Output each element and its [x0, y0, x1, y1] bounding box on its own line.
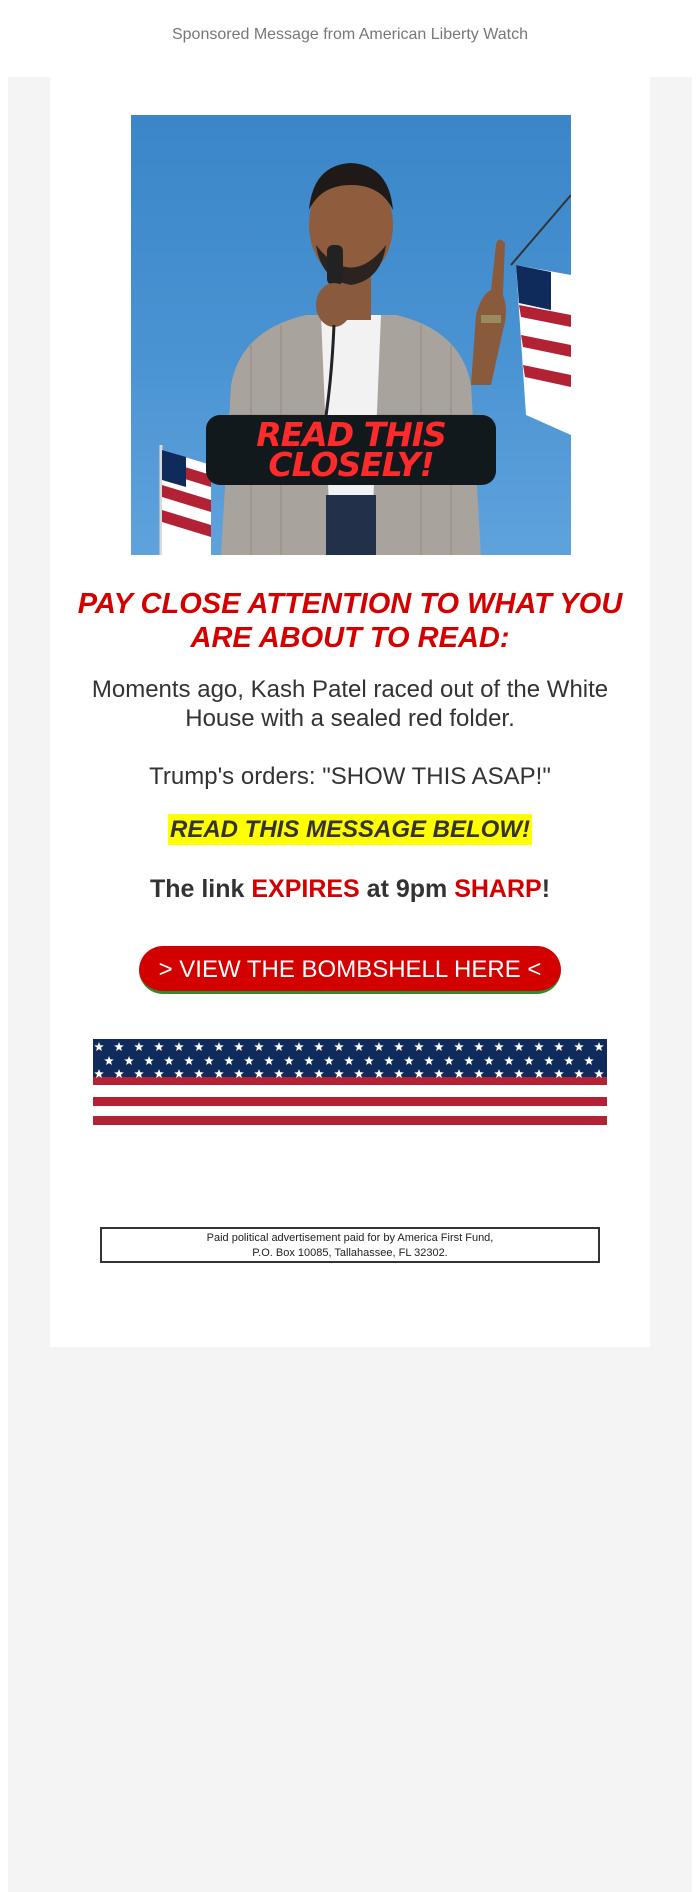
- hero-overlay-text: [206, 415, 496, 485]
- expiry-part4: SHARP: [454, 875, 542, 903]
- view-bombshell-button[interactable]: > VIEW THE BOMBSHELL HERE <: [139, 946, 561, 994]
- flag-banner: [93, 1039, 607, 1127]
- disclaimer-box: [100, 1227, 600, 1263]
- disclaimer-line1: Paid political advertisement paid for by America First Fund,: [206, 1232, 494, 1244]
- email-outer-background: [8, 77, 692, 1892]
- hero-overlay-line2: CLOSELY!: [268, 445, 434, 484]
- disclaimer-line2: P.O. Box 10085, Tallahassee, FL 32302.: [252, 1247, 448, 1259]
- highlight-wrap: [50, 816, 650, 844]
- hero-overlay-line1: READ THIS: [256, 415, 446, 454]
- expiry-part1: The link: [149, 875, 252, 903]
- email-card: [50, 77, 650, 1347]
- hero-illustration: [131, 115, 571, 555]
- flag-right-icon: [511, 195, 571, 435]
- flag-left-icon: [161, 445, 211, 555]
- preheader-text: Sponsored Message from American Liberty Watch: [171, 26, 528, 43]
- highlight-text: READ THIS MESSAGE BELOW!: [169, 816, 530, 843]
- expiry-part5: !: [541, 875, 551, 903]
- expiry-part2: EXPIRES: [251, 875, 360, 903]
- preheader: [0, 0, 700, 77]
- expiry-part3: at 9pm: [359, 875, 455, 903]
- hero-image-link[interactable]: [131, 115, 571, 555]
- headline: PAY CLOSE ATTENTION TO WHAT YOU ARE ABOUT TO READ:: [77, 588, 623, 654]
- paragraph-1: Moments ago, Kash Patel raced out of the White House with a sealed red folder.: [91, 676, 609, 732]
- paragraph-2: Trump's orders: "SHOW THIS ASAP!": [149, 763, 551, 790]
- expiry-line: [50, 875, 650, 904]
